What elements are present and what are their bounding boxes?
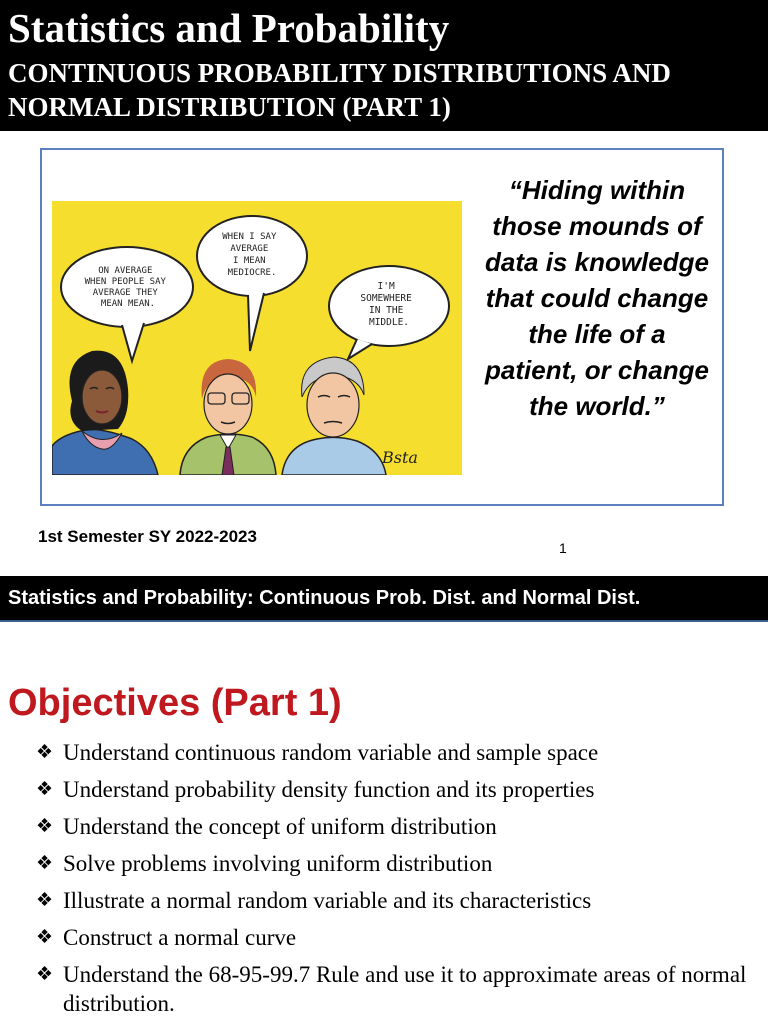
bubble-right-line-4: MIDDLE. (368, 317, 410, 328)
objective-text: Understand probability density function and its properties (63, 777, 595, 802)
title-bar (0, 0, 768, 131)
diamond-bullet-icon: ❖ (36, 927, 54, 948)
objective-item (36, 849, 756, 878)
objective-text: Understand the concept of uniform distribution (63, 814, 497, 839)
objective-item (36, 923, 756, 952)
bubble-middle-line-4: MEDIOCRE. (227, 268, 277, 278)
quote-text: “Hiding within those mounds of data is knowledge that could change the life of a patient, or change the world.” (485, 175, 709, 421)
diamond-bullet-icon: ❖ (36, 816, 54, 837)
bubble-middle-line-3: I MEAN (233, 256, 266, 266)
objectives-list (36, 738, 756, 1026)
objective-text: Illustrate a normal random variable and its characteristics (63, 888, 592, 913)
diamond-bullet-icon: ❖ (36, 853, 54, 874)
bubble-left-line-3: AVERAGE THEY (92, 288, 158, 298)
objective-text: Understand continuous random variable and sample space (63, 740, 599, 765)
bubble-right-line-2: SOMEWHERE (360, 293, 412, 304)
slide-2 (0, 576, 768, 1024)
bubble-left-line-4: MEAN MEAN. (100, 299, 156, 309)
cartoon-signature: Bsta (382, 448, 418, 467)
diamond-bullet-icon: ❖ (36, 890, 54, 911)
diamond-bullet-icon: ❖ (36, 779, 54, 800)
objective-text: Construct a normal curve (63, 925, 297, 950)
bubble-middle-line-1: WHEN I SAY (222, 232, 277, 242)
bubble-left-line-1: ON AVERAGE (98, 266, 153, 276)
slide-header-text: Statistics and Probability: Continuous Prob. Dist. and Normal Dist. (8, 587, 641, 609)
objective-item (36, 812, 756, 841)
content-frame (40, 148, 724, 506)
objective-item (36, 775, 756, 804)
semester-label: 1st Semester SY 2022-2023 (38, 527, 257, 546)
objectives-title: Objectives (Part 1) (8, 682, 342, 724)
diamond-bullet-icon: ❖ (36, 964, 54, 985)
objective-text: Solve problems involving uniform distribution (63, 851, 493, 876)
bubble-right-line-3: IN THE (368, 305, 404, 316)
page-number: 1 (559, 540, 567, 556)
cartoon-illustration (52, 201, 462, 475)
bubble-right-line-1: I'M (377, 281, 395, 292)
objective-item (36, 960, 756, 1018)
slide-header-bar (0, 576, 768, 622)
objective-item (36, 886, 756, 915)
bubble-middle-line-2: AVERAGE (230, 244, 269, 254)
diamond-bullet-icon: ❖ (36, 742, 54, 763)
objective-text: Understand the 68-95-99.7 Rule and use it to approximate areas of normal distribution. (63, 962, 747, 1016)
bubble-left-line-2: WHEN PEOPLE SAY (84, 277, 166, 287)
slide-subtitle: CONTINUOUS PROBABILITY DISTRIBUTIONS AND NORMAL DISTRIBUTION (PART 1) (8, 58, 671, 122)
slide-title: Statistics and Probability (8, 5, 450, 51)
objective-item (36, 738, 756, 767)
